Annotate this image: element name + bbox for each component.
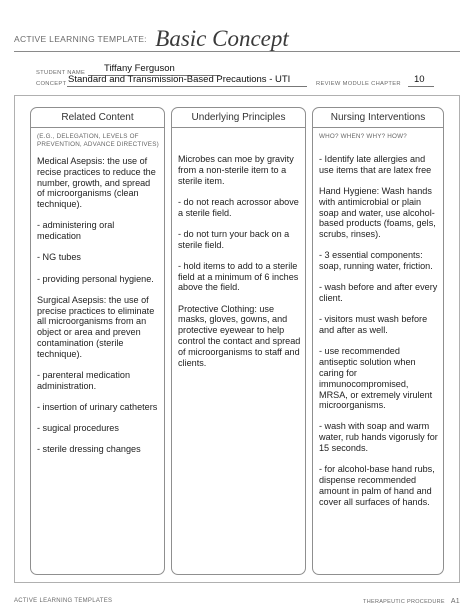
text-paragraph: - sugical procedures xyxy=(37,423,119,434)
underlying-principles-body[interactable] xyxy=(178,154,301,368)
text-paragraph: - insertion of urinary catheters xyxy=(37,401,158,412)
page-title: Basic Concept xyxy=(155,26,289,51)
text-paragraph: - use recommended antiseptic solution when caring for immunocompromised, MRSA, or extremely virulent microorganisms. xyxy=(319,346,433,411)
text-paragraph: - do not reach acrossor above a sterile field. xyxy=(178,196,299,218)
text-paragraph: Medical Asepsis: the use of recise practices to reduce the number, growth, and spread of microorganisms (clean technique). xyxy=(37,156,156,210)
nursing-interventions-body[interactable] xyxy=(319,154,439,507)
underlying-principles-heading: Underlying Principles xyxy=(172,108,305,128)
student-name-field[interactable]: Tiffany Ferguson xyxy=(104,63,175,74)
title-divider xyxy=(14,51,460,52)
text-paragraph: - visitors must wash before and after as well. xyxy=(319,314,428,336)
text-paragraph: Protective Clothing: use masks, gloves, gowns, and protective eyewear to help control the contact and spread of microorganisms to staff and clients. xyxy=(178,303,301,368)
text-paragraph: - providing personal hygiene. xyxy=(37,273,154,284)
text-paragraph: - parenteral medication administration. xyxy=(37,369,131,391)
nursing-interventions-column xyxy=(312,107,444,575)
text-paragraph: Hand Hygiene: Wash hands with antimicrobial or plain soap and water, use alcohol-based products (foams, gels, scrubs, rinses). xyxy=(319,185,436,240)
chapter-field[interactable]: 10 xyxy=(414,74,425,85)
footer-section-label: THERAPEUTIC PROCEDURE xyxy=(363,599,445,605)
title-row xyxy=(14,26,460,50)
text-paragraph: - do not turn your back on a sterile field. xyxy=(178,228,290,250)
text-paragraph: - administering oral medication xyxy=(37,220,115,242)
related-content-heading: Related Content xyxy=(31,108,164,128)
related-content-column xyxy=(30,107,165,575)
nursing-interventions-subheading: WHO? WHEN? WHY? HOW? xyxy=(319,133,407,140)
text-paragraph: - hold items to add to a sterile field at a minimum of 6 inches above the field. xyxy=(178,260,299,293)
student-name-label: STUDENT NAME xyxy=(36,70,86,76)
text-paragraph: Surgical Asepsis: the use of precise practices to eliminate all microorganisms from an object or area and preven contamination (sterile technique). xyxy=(37,294,155,359)
text-paragraph: - wash before and after every client. xyxy=(319,282,438,304)
chapter-label: REVIEW MODULE CHAPTER xyxy=(316,81,401,87)
page-number: A1 xyxy=(450,598,460,605)
text-paragraph: - wash with soap and warm water, rub hands vigorusly for 15 seconds. xyxy=(319,421,438,454)
footer-left-label: ACTIVE LEARNING TEMPLATES xyxy=(14,598,113,604)
underlying-principles-column xyxy=(171,107,306,575)
related-content-subheading: (E.G., DELEGATION, LEVELS OF PREVENTION, ADVANCE DIRECTIVES) xyxy=(37,133,159,148)
concept-label: CONCEPT xyxy=(36,81,67,87)
text-paragraph: - sterile dressing changes xyxy=(37,444,141,455)
text-paragraph: - for alcohol-base hand rubs, dispense recommended amount in palm of hand and cover all surfaces of hands. xyxy=(319,464,435,507)
nursing-interventions-heading: Nursing Interventions xyxy=(313,108,443,128)
concept-field[interactable]: Standard and Transmission-Based Precautions - UTI xyxy=(68,74,291,85)
text-paragraph: - NG tubes xyxy=(37,252,81,263)
footer-right-label xyxy=(363,598,460,605)
related-content-body[interactable] xyxy=(37,156,160,455)
text-paragraph: - Identify late allergies and use items that are latex free xyxy=(319,154,432,175)
template-label: ACTIVE LEARNING TEMPLATE: xyxy=(14,34,147,44)
text-paragraph: - 3 essential components: soap, running water, friction. xyxy=(319,250,433,272)
text-paragraph: Microbes can moe by gravity from a non-sterile item to a sterile item. xyxy=(178,154,294,186)
